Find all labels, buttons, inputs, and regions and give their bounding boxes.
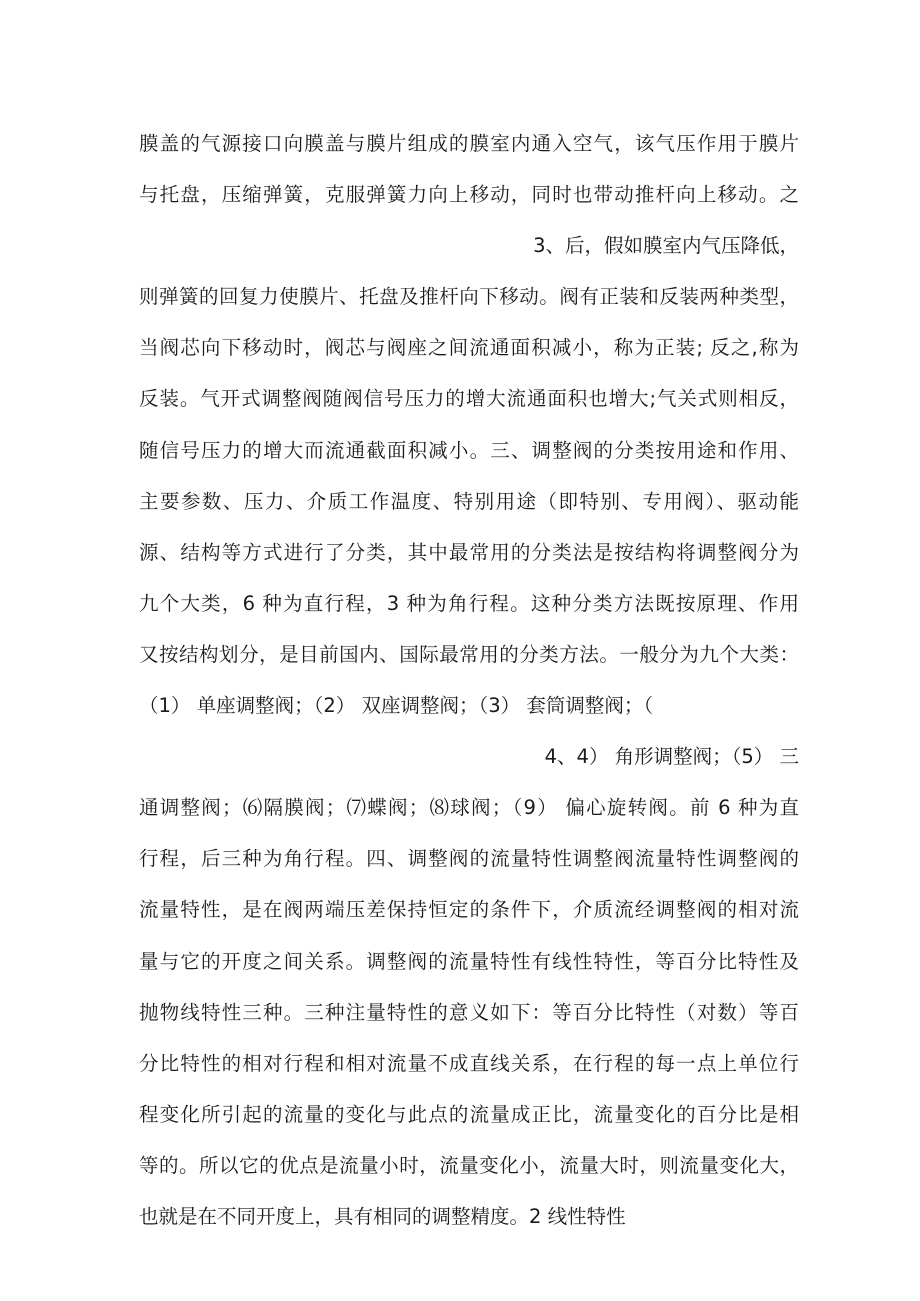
- text-line: 主要参数、压力、介质工作温度、特别用途（即特别、专用阀）、驱动能: [139, 489, 799, 513]
- text-line: 程变化所引起的流量的变化与此点的流量成正比，流量变化的百分比是相: [139, 1102, 799, 1126]
- text-line: 反装。气开式调整阀随阀信号压力的增大流通面积也增大;气关式则相反，: [139, 387, 799, 411]
- text-line: 膜盖的气源接口向膜盖与膜片组成的膜室内通入空气，该气压作用于膜片: [139, 132, 799, 155]
- text-line: 3、后，假如膜室内气压降低，: [533, 234, 799, 258]
- text-line: 抛物线特性三种。三种注量特性的意义如下：等百分比特性（对数）等百: [139, 1000, 799, 1024]
- document-body: [139, 118, 799, 1242]
- text-line: 与托盘，压缩弹簧，克服弹簧力向上移动，同时也带动推杆向上移动。之: [139, 183, 799, 207]
- text-line: 当阀芯向下移动时，阀芯与阀座之间流通面积减小，称为正装; 反之,称为: [139, 336, 799, 360]
- text-line: 源、结构等方式进行了分类，其中最常用的分类法是按结构将调整阀分为: [139, 540, 799, 564]
- text-line: 则弹簧的回复力使膜片、托盘及推杆向下移动。阀有正装和反装两种类型，: [139, 285, 799, 309]
- text-line: （1） 单座调整阀；（2） 双座调整阀；（3） 套筒调整阀；（: [139, 694, 654, 718]
- text-line: 行程，后三种为角行程。四、调整阀的流量特性调整阀流量特性调整阀的: [139, 847, 799, 871]
- text-line: 分比特性的相对行程和相对流量不成直线关系，在行程的每一点上单位行: [139, 1051, 799, 1075]
- text-line: 量与它的开度之间关系。调整阀的流量特性有线性特性，等百分比特性及: [139, 949, 799, 973]
- text-line: 等的。所以它的优点是流量小时，流量变化小，流量大时，则流量变化大，: [139, 1153, 799, 1177]
- text-line: 随信号压力的增大而流通截面积减小。三、调整阀的分类按用途和作用、: [139, 438, 799, 462]
- text-line: 九个大类，6 种为直行程，3 种为角行程。这种分类方法既按原理、作用: [139, 591, 799, 615]
- text-line: 又按结构划分，是目前国内、国际最常用的分类方法。一般分为九个大类：: [139, 642, 799, 666]
- text-line: 4、4） 角形调整阀；（5） 三: [544, 745, 799, 769]
- text-line: 通调整阀；⑹隔膜阀；⑺蝶阀；⑻球阀；（9） 偏心旋转阀。前 6 种为直: [139, 796, 799, 820]
- text-line: 流量特性，是在阀两端压差保持恒定的条件下，介质流经调整阀的相对流: [139, 898, 799, 922]
- text-line: 也就是在不同开度上，具有相同的调整精度。2 线性特性: [139, 1204, 626, 1228]
